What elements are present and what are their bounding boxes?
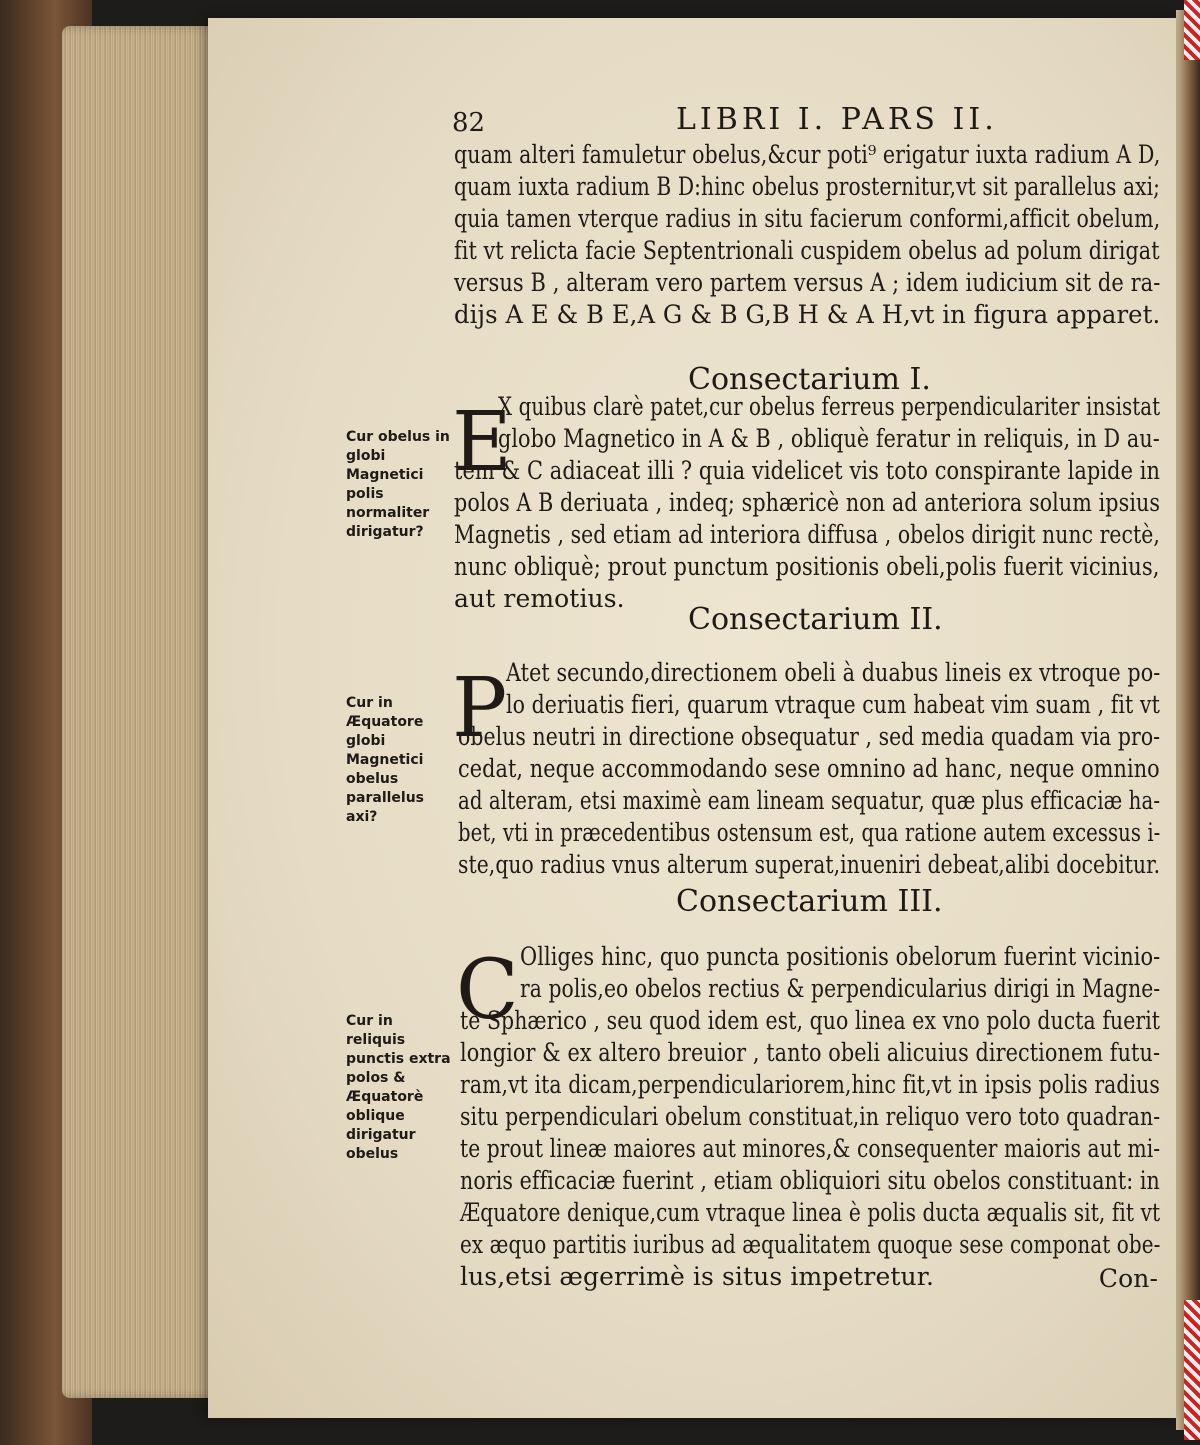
page-number: 82: [452, 108, 486, 138]
text-line: quam iuxta radium B D:hinc obelus prosternitur,vt sit parallelus axi;: [454, 172, 1161, 201]
text-line: ste,quo radius vnus alterum superat,inueniri debeat,alibi docebitur.: [458, 850, 1161, 879]
text-line: quam alteri famuletur obelus,&cur poti⁹ erigatur iuxta radium A D,: [454, 140, 1161, 169]
text-line: obelus neutri in directione obsequatur , sed media quadam via pro-: [458, 722, 1161, 751]
text-line: Magnetis , sed etiam ad interiora diffusa , obelos dirigit nunc rectè,: [454, 520, 1160, 549]
text-line: versus B , alteram vero partem versus A ; idem iudicium sit de ra-: [454, 268, 1161, 297]
text-line: ex æquo partitis iuribus ad æqualitatem quoque sese componat obe-: [460, 1230, 1161, 1259]
margin-note: Cur in reliquis punctis extra polos & Æquatorè oblique dirigatur obelus: [346, 1013, 451, 1162]
text-line: te Sphærico , seu quod idem est, quo linea ex vno polo ducta fuerit: [460, 1006, 1161, 1035]
text-line: noris efficaciæ fuerint , etiam obliquiori situ obelos constituant: in: [460, 1166, 1160, 1195]
text-line: nunc obliquè; prout punctum positionis obeli,polis fuerit vicinius,: [454, 552, 1160, 581]
text-line: lus,etsi ægerrimè is situs impetretur.: [460, 1262, 935, 1291]
text-line: ra polis,eo obelos rectius & perpendicularius dirigi in Magne-: [520, 974, 1161, 1003]
text-line: Æquatore denique,cum vtraque linea è polis ducta æqualis sit, fit vt: [460, 1198, 1161, 1227]
bookmark-ribbon: [1184, 0, 1200, 60]
section-heading: Consectarium III.: [676, 884, 943, 919]
section-heading: Consectarium II.: [688, 602, 943, 637]
text-line: situ perpendiculari obelum constituat,in reliquo vero toto quadran-: [460, 1102, 1161, 1131]
text-line: cedat, neque accommodando sese omnino ad hanc, neque omnino: [458, 754, 1160, 783]
text-line: lo deriuatis fieri, quarum vtraque cum habeat vim suam , fit vt: [506, 690, 1160, 719]
text-line: bet, vti in præcedentibus ostensum est, qua ratione autem excessus i-: [458, 818, 1161, 847]
section-heading: Consectarium I.: [688, 362, 931, 397]
text-line: dijs A E & B E,A G & B G,B H & A H,vt in figura apparet.: [454, 300, 1161, 329]
text-line: ram,vt ita dicam,perpendiculariorem,hinc fit,vt in ipsis polis radius: [460, 1070, 1160, 1099]
drop-cap: E: [452, 395, 512, 490]
drop-cap: C: [456, 943, 519, 1038]
bookmark-ribbon-lower: [1184, 1300, 1200, 1440]
margin-note: Cur obelus in globi Magnetici polis normaliter dirigatur?: [346, 429, 450, 540]
text-line: fit vt relicta facie Septentrionali cuspidem obelus ad polum dirigat: [454, 236, 1160, 265]
text-line: longior & ex altero breuior , tanto obeli alicuius directionem futu-: [460, 1038, 1161, 1067]
text-line: ad alteram, etsi maximè eam lineam sequatur, quæ plus efficaciæ ha-: [458, 786, 1161, 815]
catchword: Con-: [1098, 1264, 1158, 1293]
text-line: X quibus clarè patet,cur obelus ferreus perpendiculariter insistat: [498, 392, 1161, 421]
text-line: tem & C adiaceat illi ? quia videlicet vis toto conspirante lapide in: [454, 456, 1161, 485]
text-line: polos A B deriuata , indeq; sphæricè non ad anteriora solum ipsius: [454, 488, 1161, 517]
text-line: Olliges hinc, quo puncta positionis obelorum fuerint vicinio-: [520, 942, 1161, 971]
margin-note: Cur in Æquatore globi Magnetici obelus parallelus axi?: [346, 695, 425, 825]
text-line: globo Magnetico in A & B , obliquè feratur in reliquis, in D au-: [498, 424, 1160, 453]
text-line: Atet secundo,directionem obeli à duabus lineis ex vtroque po-: [506, 658, 1161, 687]
drop-cap: P: [452, 661, 508, 756]
page-stack-edge: [62, 26, 222, 1398]
text-line: quia tamen vterque radius in situ facierum conformi,afficit obelum,: [454, 204, 1161, 233]
text-line: aut remotius.: [454, 584, 625, 613]
facing-page-edge: [1176, 10, 1200, 1430]
running-title: LIBRI I. PARS II.: [676, 102, 998, 137]
text-line: te prout lineæ maiores aut minores,& consequenter maioris aut mi-: [460, 1134, 1161, 1163]
